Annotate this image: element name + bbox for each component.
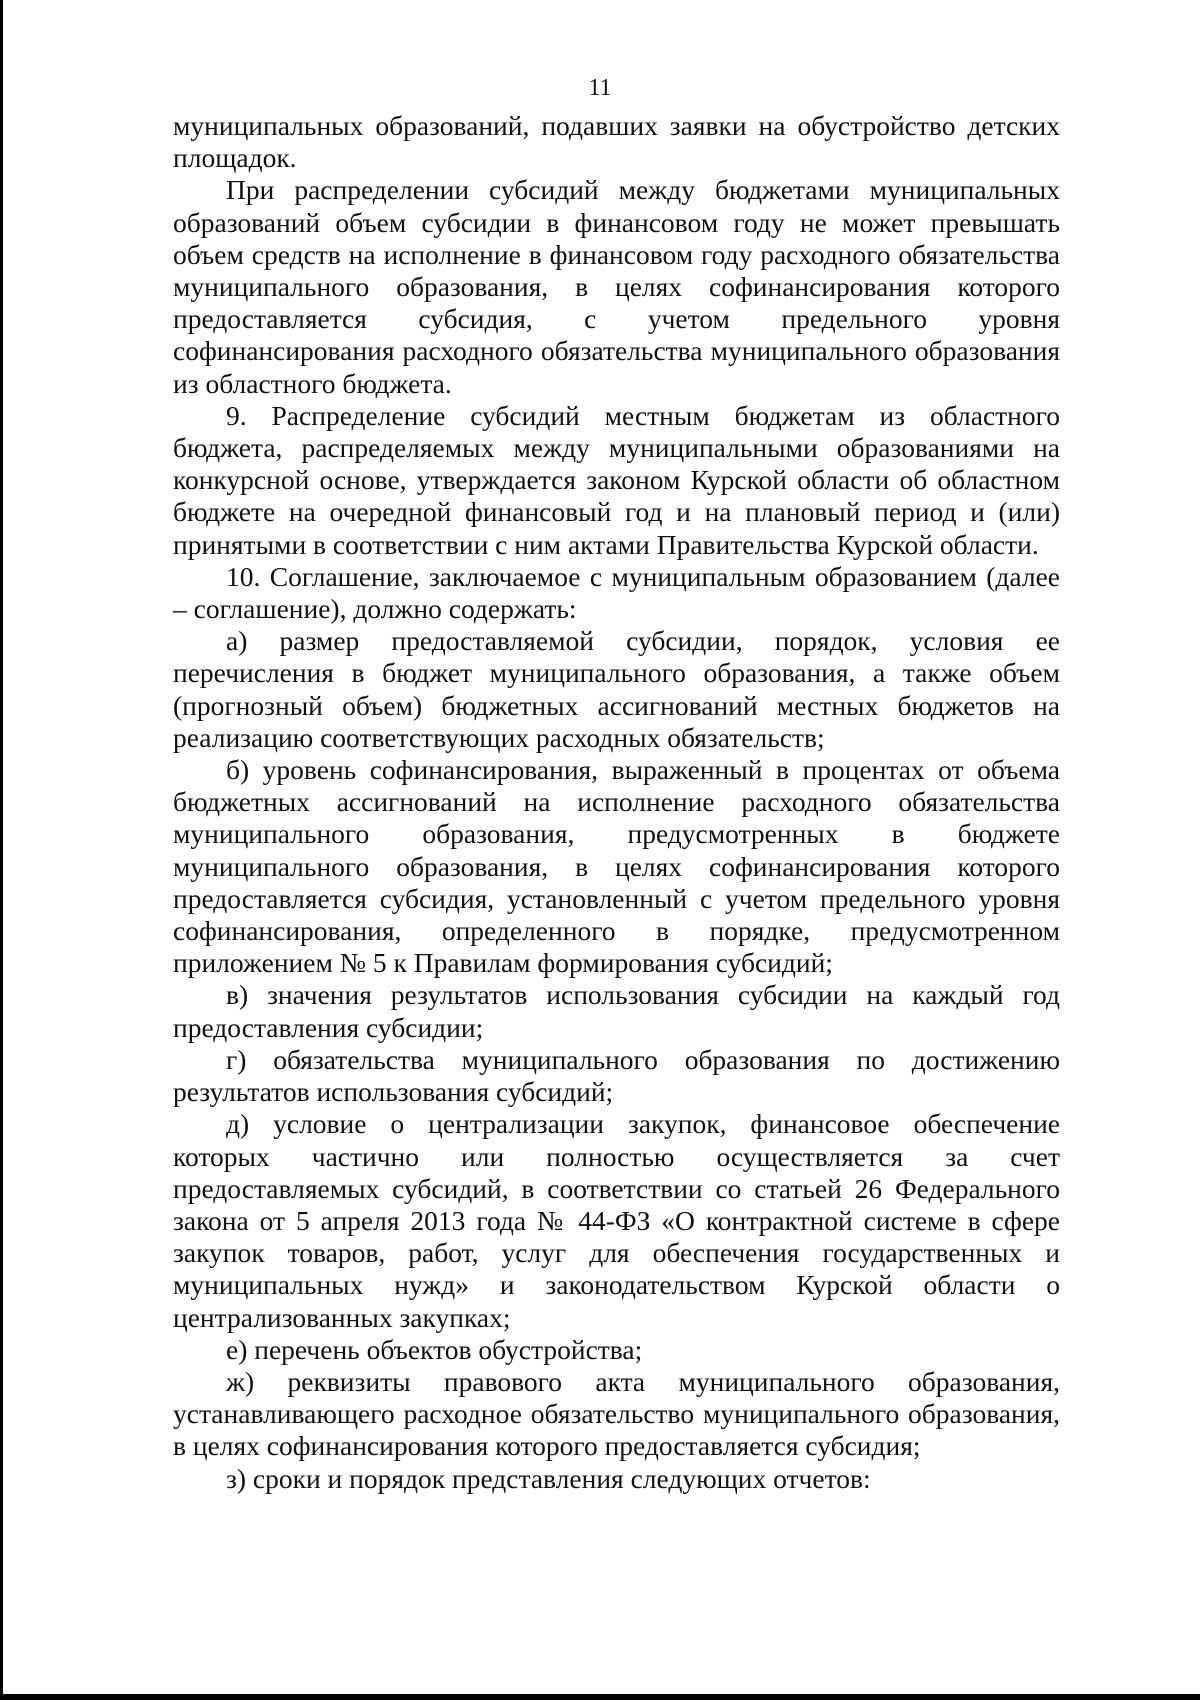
paragraph-item-e: е) перечень объектов обустройства; — [226, 1333, 643, 1365]
paragraph-continuation: муниципальных образований, подавших заявки на обустройство детских площадок. — [173, 110, 1060, 174]
scan-edge-left — [0, 0, 3, 1700]
paragraph-item-z: з) сроки и порядок представления следующих отчетов: — [226, 1462, 871, 1494]
scan-edge-bottom — [0, 1694, 1200, 1700]
paragraph-item-zh: ж) реквизиты правового акта муниципального образования, устанавливающего расходное обязательство муниципального образования, в целях софинансирования которого предоставляется субсидия; — [173, 1365, 1060, 1462]
paragraph-item-b: б) уровень софинансирования, выраженный в процентах от объема бюджетных ассигнований на исполнение расходного обязательства муниципального образования, предусмотренных в бюджете муниципального образования, в целях софинансирования которого предоставляется субсидия, установленный с учетом предельного уровня софинансирования, определенного в порядке, предусмотренном приложением № 5 к Правилам формирования субсидий; — [173, 754, 1060, 979]
document-body — [173, 110, 1060, 1495]
paragraph-distribution-limit: При распределении субсидий между бюджетами муниципальных образований объем субсидии в финансовом году не может превышать объем средств на исполнение в финансовом году расходного обязательства муниципального образования, в целях софинансирования которого предоставляется субсидия, с учетом предельного уровня софинансирования расходного обязательства муниципального образования из областного бюджета. — [173, 174, 1060, 399]
paragraph-item-a: а) размер предоставляемой субсидии, порядок, условия ее перечисления в бюджет муниципального образования, а также объем (прогнозный объем) бюджетных ассигнований местных бюджетов на реализацию соответствующих расходных обязательств; — [173, 625, 1060, 753]
paragraph-item-v: в) значения результатов использования субсидии на каждый год предоставления субсидии; — [173, 979, 1060, 1043]
paragraph-clause-9: 9. Распределение субсидий местным бюджетам из областного бюджета, распределяемых между муниципальными образованиями на конкурсной основе, утверждается законом Курской области об областном бюджете на очередной финансовый год и на плановый период и (или) принятыми в соответствии с ним актами Правительства Курской области. — [173, 399, 1060, 560]
paragraph-item-d: д) условие о централизации закупок, финансовое обеспечение которых частично или полностью осуществляется за счет предоставляемых субсидий, в соответствии со статьей 26 Федерального закона от 5 апреля 2013 года № 44-ФЗ «О контрактной системе в сфере закупок товаров, работ, услуг для обеспечения государственных и муниципальных нужд» и законодательством Курской области о централизованных закупках; — [173, 1108, 1060, 1333]
paragraph-item-g: г) обязательства муниципального образования по достижению результатов использования субсидий; — [173, 1043, 1060, 1108]
page-number: 11 — [588, 75, 612, 101]
paragraph-clause-10: 10. Соглашение, заключаемое с муниципальным образованием (далее – соглашение), должно содержать: — [173, 560, 1060, 625]
